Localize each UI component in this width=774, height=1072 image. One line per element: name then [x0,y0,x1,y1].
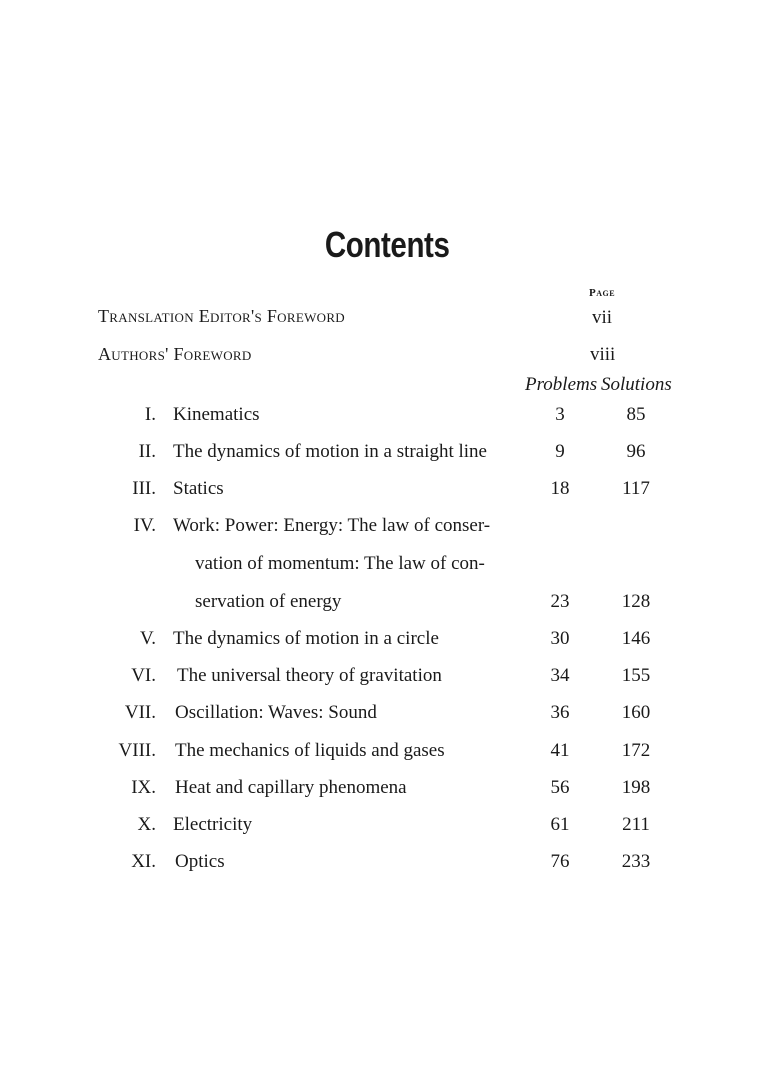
chapter-number: VI. [131,665,156,686]
chapter-number: II. [138,441,156,462]
solutions-page: 85 [626,404,646,425]
solutions-page: 128 [621,591,651,612]
chapter-number: VIII. [118,740,156,761]
solutions-page: 96 [626,441,646,462]
problems-page: 3 [555,404,565,425]
front-matter-page: viii [590,344,616,365]
solutions-page: 233 [621,851,651,872]
chapter-title: The mechanics of liquids and gases [175,740,445,761]
toc-row [0,814,774,844]
problems-column-header: Problems [525,374,598,395]
solutions-page: 146 [621,628,651,649]
chapter-title: Statics [173,478,224,499]
chapter-number: X. [137,814,156,835]
toc-row [0,515,774,545]
problems-page: 34 [550,665,570,686]
chapter-number: V. [139,628,156,649]
toc-row [0,702,774,732]
chapter-title: The dynamics of motion in a straight line [173,441,487,462]
chapter-title: Heat and capillary phenomena [175,777,407,798]
chapter-number: IV. [133,515,156,536]
chapter-number: III. [132,478,156,499]
toc-row [0,404,774,434]
front-matter-page: vii [592,307,613,328]
solutions-page: 172 [621,740,651,761]
problems-page: 61 [550,814,570,835]
solutions-column-header: Solutions [601,374,672,395]
toc-row [0,777,774,807]
problems-page: 36 [550,702,570,723]
chapter-title: Oscillation: Waves: Sound [175,702,377,723]
toc-row [0,478,774,508]
chapter-title-continuation: vation of momentum: The law of con- [195,553,485,574]
problems-page: 76 [550,851,570,872]
chapter-title: Work: Power: Energy: The law of conser- [173,515,491,536]
toc-row-continuation [0,553,774,583]
chapter-title: Kinematics [173,404,260,425]
page-column-header: Page [589,287,616,299]
chapter-title-continuation: servation of energy [195,591,342,612]
chapter-title: Optics [175,851,225,872]
chapter-number: XI. [131,851,156,872]
solutions-page: 117 [622,478,650,499]
toc-row [0,441,774,471]
solutions-page: 160 [621,702,651,723]
problems-page: 18 [550,478,570,499]
chapter-title: The dynamics of motion in a circle [173,628,439,649]
chapter-title: Electricity [173,814,253,835]
front-matter-label: Authors' Foreword [98,344,252,364]
problems-page: 56 [550,777,570,798]
toc-row [0,740,774,770]
toc-row [0,628,774,658]
chapter-title: The universal theory of gravitation [177,665,442,686]
problems-page: 41 [550,740,570,761]
problems-page: 9 [555,441,565,462]
solutions-page: 198 [621,777,651,798]
toc-row [0,665,774,695]
chapter-number: I. [144,404,156,425]
chapter-number: VII. [124,702,156,723]
solutions-page: 211 [622,814,650,835]
toc-row [0,851,774,881]
problems-page: 30 [550,628,570,649]
solutions-page: 155 [621,665,651,686]
chapter-number: IX. [131,777,156,798]
front-matter-label: Translation Editor's Foreword [98,306,345,326]
toc-row-continuation [0,591,774,621]
problems-page: 23 [550,591,570,612]
page-title: Contents [324,224,450,265]
